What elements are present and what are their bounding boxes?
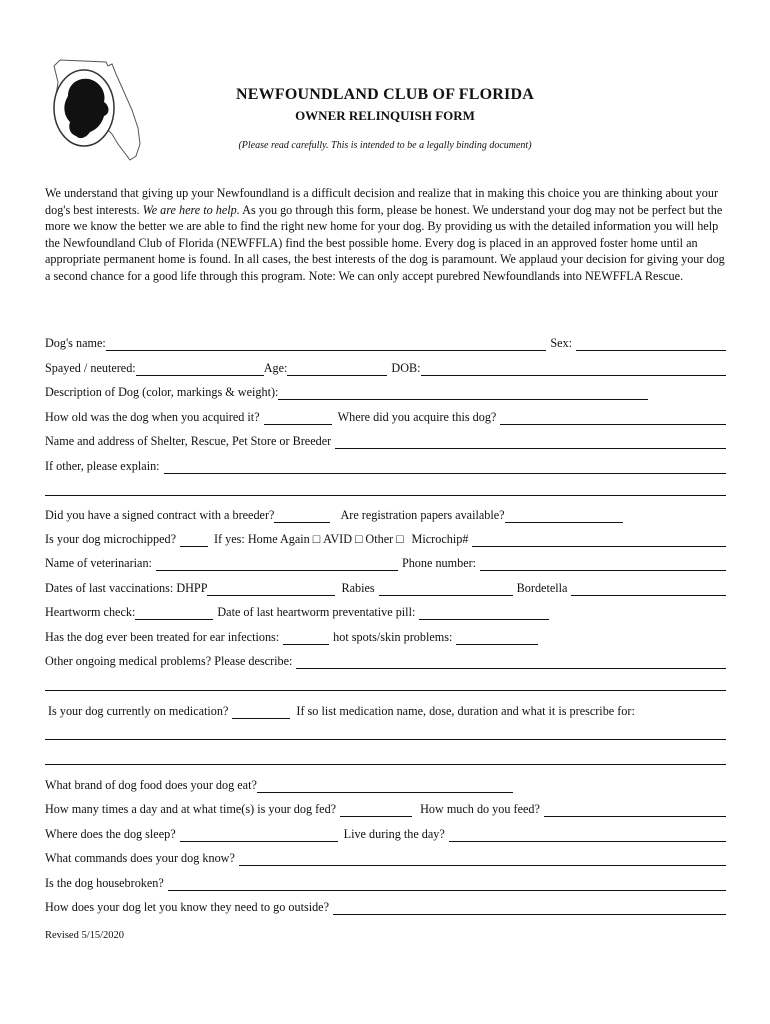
ear-field[interactable] <box>283 630 329 645</box>
heartworm-label: Heartworm check: <box>45 605 136 619</box>
contract-label: Did you have a signed contract with a breeder? <box>45 508 275 522</box>
phone-label: Phone number: <box>401 556 477 570</box>
sex-field[interactable] <box>576 336 726 351</box>
row-spayed <box>45 358 726 376</box>
row-acquired <box>45 407 726 425</box>
dhpp-field[interactable] <box>207 581 335 596</box>
medical-label: Other ongoing medical problems? Please describe: <box>45 654 293 668</box>
row-vet <box>45 553 726 571</box>
vet-name-field[interactable] <box>156 556 398 571</box>
times-fed-field[interactable] <box>340 802 412 817</box>
row-if-other <box>45 456 726 474</box>
intro-paragraph <box>45 185 729 285</box>
vet-name-label: Name of veterinarian: <box>45 556 152 570</box>
row-heartworm <box>45 602 726 620</box>
row-sleep <box>45 824 726 842</box>
other-label: Other <box>365 532 394 546</box>
row-contract <box>45 505 726 523</box>
medication-label: Is your dog currently on medication? <box>48 704 229 718</box>
form-title: NEWFOUNDLAND CLUB OF FLORIDA <box>236 86 534 103</box>
if-other-label: If other, please explain: <box>45 459 160 473</box>
form-subtitle: OWNER RELINQUISH FORM <box>295 108 475 123</box>
heartworm-pill-label: Date of last heartworm preventative pill: <box>217 605 416 619</box>
food-brand-field[interactable] <box>257 778 513 793</box>
revised-date: Revised 5/15/2020 <box>45 930 125 941</box>
spayed-label: Spayed / neutered: <box>45 361 136 375</box>
if-other-extra-line[interactable] <box>45 495 726 496</box>
times-fed-label: How many times a day and at what time(s) is your dog fed? <box>45 802 337 816</box>
sleep-label: Where does the dog sleep? <box>45 827 176 841</box>
medication-field[interactable] <box>232 704 290 719</box>
sex-label: Sex: <box>550 336 572 350</box>
intro-text-2: As you go through this form, please be honest. We understand your dog may not be perfect but the more we know the better we are able to find the right new home for your dog. By providing us with the detailed information you will help the Newfoundland Club of Florida (NEWFFLA) find the best possible home. Every dog is placed in an approved foster home until an appropriate permanent home is found. In all cases, the best interests of the dog is paramount. We applaud your decision for giving your dog a second chance for a good life through this program. Note: We can only accept purebred Newfoundlands into NEWFFLA Rescue. <box>45 202 725 283</box>
commands-label: What commands does your dog know? <box>45 851 235 865</box>
row-dog-name <box>45 333 726 351</box>
row-housebroken <box>45 873 726 891</box>
avid-checkbox[interactable]: □ <box>355 532 363 546</box>
registration-label: Are registration papers available? <box>340 508 505 522</box>
heartworm-pill-field[interactable] <box>419 605 549 620</box>
microchip-number-label: Microchip# <box>411 532 469 546</box>
row-outside <box>45 897 726 915</box>
age-field[interactable] <box>287 361 387 376</box>
legal-note: (Please read carefully. This is intended to be a legally binding document) <box>238 140 532 151</box>
row-medical <box>45 651 726 669</box>
age-acquired-label: How old was the dog when you acquired it? <box>45 410 260 424</box>
hotspots-field[interactable] <box>456 630 538 645</box>
shelter-field[interactable] <box>335 434 726 449</box>
home-again-checkbox[interactable]: □ <box>312 532 321 546</box>
age-acquired-field[interactable] <box>264 410 332 425</box>
rabies-field[interactable] <box>379 581 513 596</box>
row-commands <box>45 848 726 866</box>
home-again-label: If yes: Home Again <box>213 532 310 546</box>
other-checkbox[interactable]: □ <box>396 532 404 546</box>
row-medication <box>48 701 726 719</box>
bordetella-label: Bordetella <box>516 581 568 595</box>
commands-field[interactable] <box>239 851 726 866</box>
how-much-label: How much do you feed? <box>420 802 540 816</box>
outside-label: How does your dog let you know they need to go outside? <box>45 900 329 914</box>
dogs-name-field[interactable] <box>106 336 547 351</box>
housebroken-label: Is the dog housebroken? <box>45 876 164 890</box>
description-label: Description of Dog (color, markings & weight): <box>45 385 279 399</box>
medical-extra-line[interactable] <box>45 690 726 691</box>
live-day-field[interactable] <box>449 827 726 842</box>
row-description <box>45 382 726 400</box>
description-field[interactable] <box>278 385 648 400</box>
age-label: Age: <box>263 361 288 375</box>
contract-field[interactable] <box>274 508 330 523</box>
row-vaccinations <box>45 578 726 596</box>
microchipped-label: Is your dog microchipped? <box>45 532 176 546</box>
dogs-name-label: Dog's name: <box>45 336 106 350</box>
food-brand-label: What brand of dog food does your dog eat? <box>45 778 257 792</box>
medication-line-1[interactable] <box>45 739 726 740</box>
microchipped-field[interactable] <box>180 532 208 547</box>
hotspots-label: hot spots/skin problems: <box>333 630 453 644</box>
medication-line-2[interactable] <box>45 764 726 765</box>
how-much-field[interactable] <box>544 802 726 817</box>
medical-field[interactable] <box>296 654 726 669</box>
where-acquire-label: Where did you acquire this dog? <box>337 410 497 424</box>
avid-label: AVID <box>323 532 353 546</box>
rabies-label: Rabies <box>341 581 375 595</box>
if-other-field[interactable] <box>164 459 726 474</box>
ear-label: Has the dog ever been treated for ear infections: <box>45 630 280 644</box>
medication-list-label: If so list medication name, dose, duration and what it is prescribe for: <box>296 704 635 718</box>
shelter-label: Name and address of Shelter, Rescue, Pet Store or Breeder <box>45 434 332 448</box>
where-acquire-field[interactable] <box>500 410 726 425</box>
microchip-number-field[interactable] <box>472 532 726 547</box>
housebroken-field[interactable] <box>168 876 726 891</box>
dhpp-label: Dates of last vaccinations: DHPP <box>45 581 208 595</box>
dob-field[interactable] <box>421 361 726 376</box>
row-microchip <box>45 529 726 547</box>
row-fed <box>45 799 726 817</box>
phone-field[interactable] <box>480 556 726 571</box>
outside-field[interactable] <box>333 900 726 915</box>
bordetella-field[interactable] <box>571 581 726 596</box>
intro-emphasis: We are here to help. <box>142 202 240 217</box>
sleep-field[interactable] <box>180 827 338 842</box>
spayed-field[interactable] <box>136 361 264 376</box>
row-ear <box>45 627 726 645</box>
heartworm-field[interactable] <box>135 605 213 620</box>
row-food <box>45 775 726 793</box>
intro-text-1: We understand that giving up your Newfoundland is a difficult decision and realize that in making this choice you are thinking about your dog's best interests. <box>45 186 719 217</box>
live-day-label: Live during the day? <box>343 827 445 841</box>
registration-field[interactable] <box>505 508 623 523</box>
row-shelter <box>45 431 726 449</box>
dob-label: DOB: <box>391 361 421 375</box>
